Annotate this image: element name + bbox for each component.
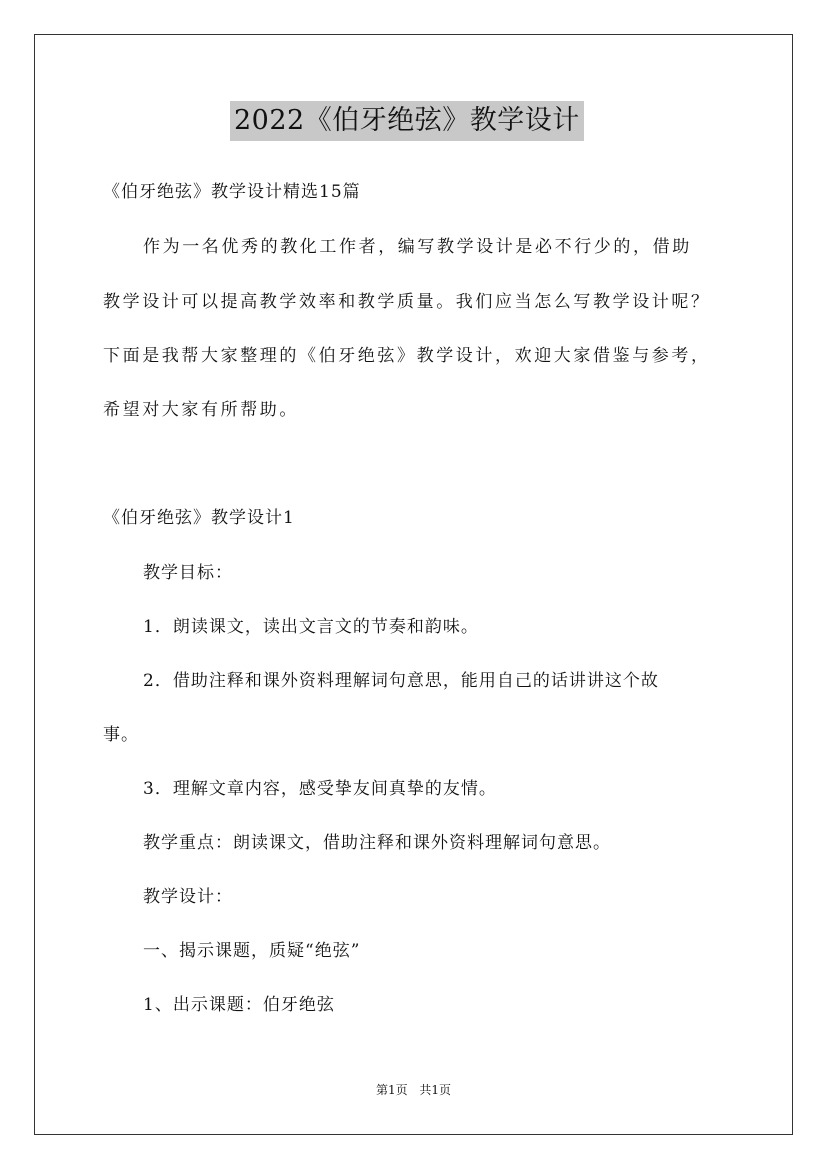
goal-item-1: 1．朗读课文，读出文言文的节奏和韵味。 [143,617,479,637]
page-footer [0,1082,827,1098]
page-total: 共1页 [419,1083,452,1097]
section-heading: 《伯牙绝弦》教学设计1 [103,508,295,528]
goal-item-2-continued: 事。 [103,725,139,745]
intro-line-2: 教学设计可以提高教学效率和教学质量。我们应当怎么写教学设计呢？ [103,292,711,312]
step-1-1: 1、出示课题：伯牙绝弦 [143,995,335,1015]
intro-line-1: 作为一名优秀的教化工作者，编写教学设计是必不行少的，借助 [143,237,692,257]
document-subtitle: 《伯牙绝弦》教学设计精选15篇 [103,182,361,202]
goal-item-2: 2．借助注释和课外资料理解词句意思，能用自己的话讲讲这个故 [143,671,659,691]
step-1: 一、揭示课题，质疑“绝弦” [143,941,361,961]
design-label: 教学设计： [143,887,233,907]
goals-label: 教学目标： [143,563,233,583]
page-number: 第1页 [375,1083,408,1097]
goal-item-3: 3．理解文章内容，感受挚友间真挚的友情。 [143,779,497,799]
intro-line-4: 希望对大家有所帮助。 [103,400,299,420]
key-point: 教学重点：朗读课文，借助注释和课外资料理解词句意思。 [143,833,611,853]
intro-line-3: 下面是我帮大家整理的《伯牙绝弦》教学设计，欢迎大家借鉴与参考， [103,346,711,366]
document-title: 2022《伯牙绝弦》教学设计 [230,101,584,141]
